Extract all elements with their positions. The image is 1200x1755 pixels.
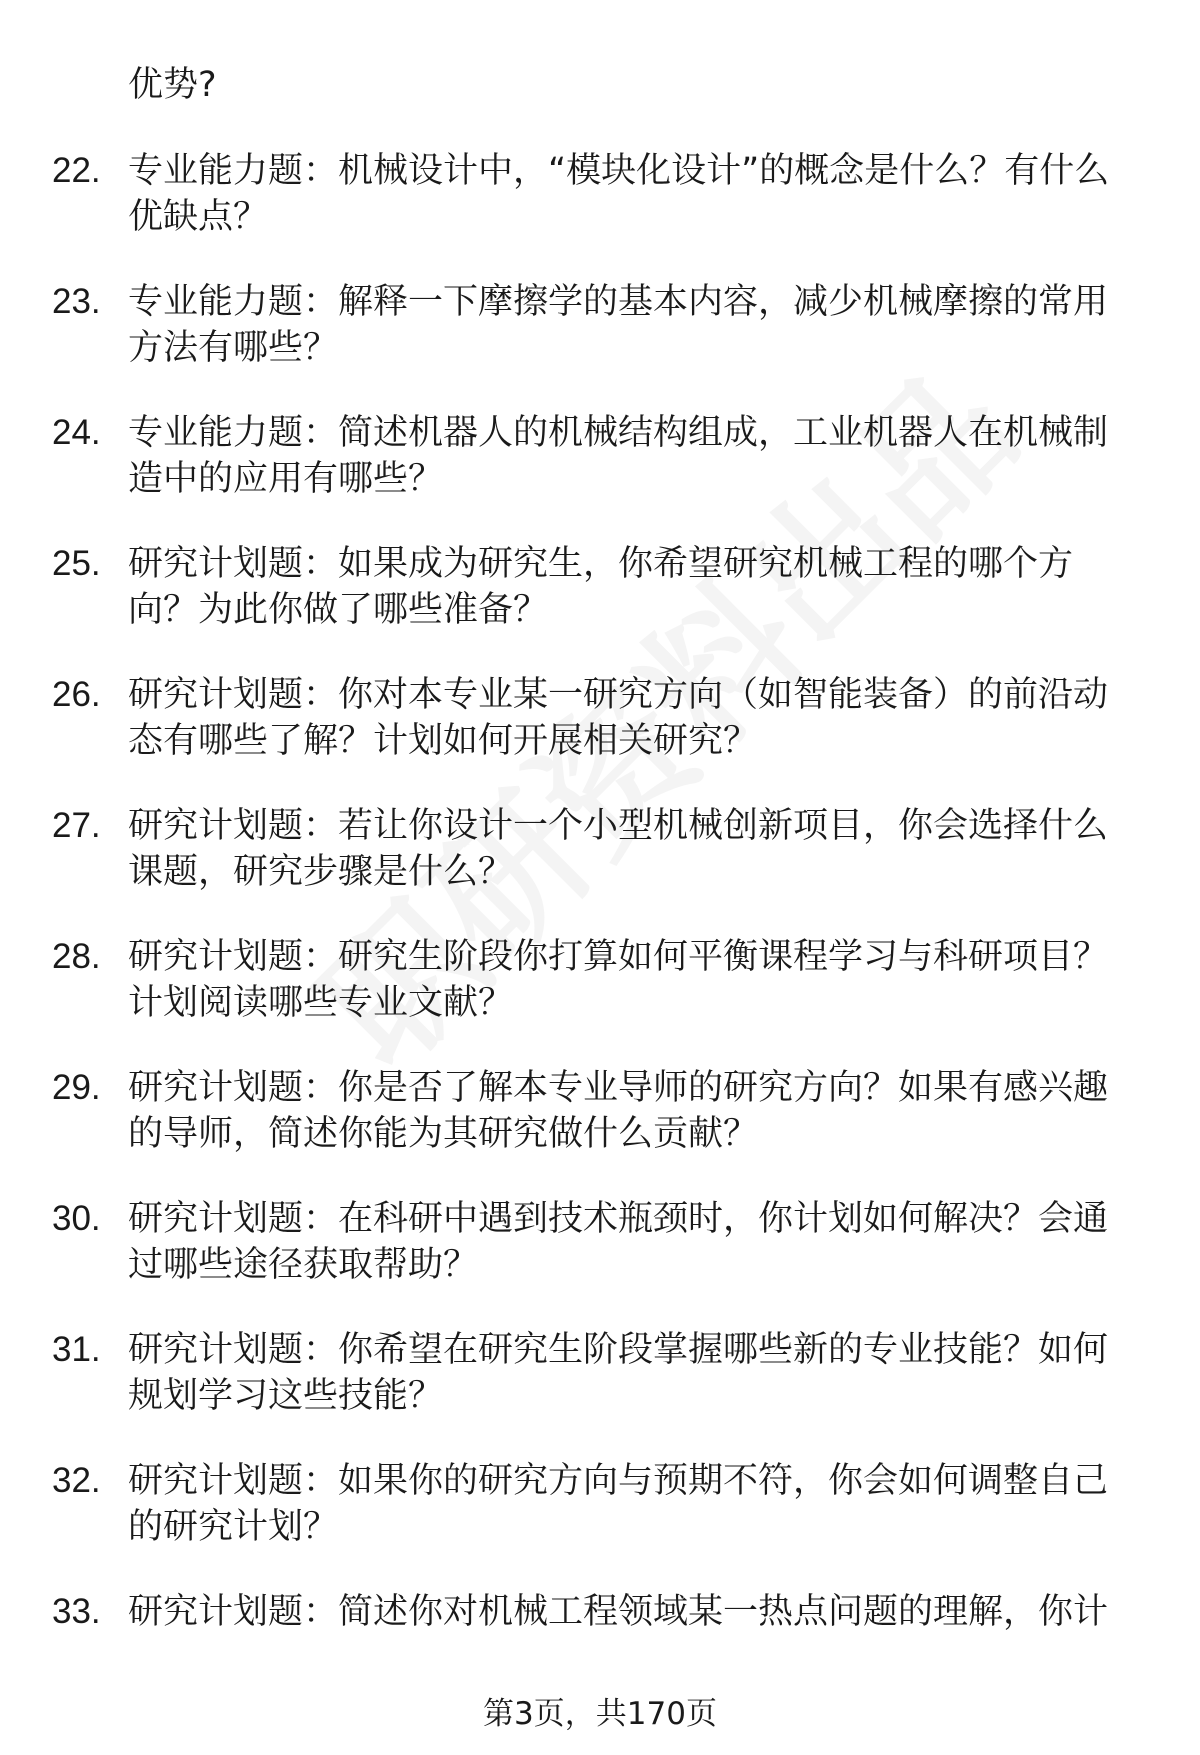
- item-text: 专业能力题：简述机器人的机械结构组成，工业机器人在机械制造中的应用有哪些？: [128, 413, 1109, 499]
- item-number: 25.: [52, 544, 101, 583]
- item-text: 专业能力题：解释一下摩擦学的基本内容，减少机械摩擦的常用方法有哪些？: [128, 282, 1109, 368]
- item-text: 研究计划题：简述你对机械工程领域某一热点问题的理解，你计: [128, 1592, 1109, 1632]
- item-text: 专业能力题：机械设计中，“模块化设计”的概念是什么？有什么优缺点？: [128, 151, 1110, 237]
- item-text: 研究计划题：你希望在研究生阶段掌握哪些新的专业技能？如何规划学习这些技能？: [128, 1330, 1109, 1416]
- item-number: 31.: [52, 1330, 101, 1369]
- item-number: 33.: [52, 1592, 101, 1631]
- item-number: 24.: [52, 413, 101, 452]
- page-footer: 第3页，共170页: [483, 1696, 717, 1732]
- item-number: 26.: [52, 675, 101, 714]
- item-number: 27.: [52, 806, 101, 845]
- item-number: 28.: [52, 937, 101, 976]
- item-number: 23.: [52, 282, 101, 321]
- list-item: [52, 279, 1142, 371]
- list-item: [52, 803, 1142, 895]
- list-item: [52, 1065, 1142, 1157]
- item-text: 研究计划题：你对本专业某一研究方向（如智能装备）的前沿动态有哪些了解？计划如何开展相关研究？: [128, 675, 1109, 761]
- item-number: 29.: [52, 1068, 101, 1107]
- list-item: [52, 148, 1142, 240]
- item-text: 研究计划题：若让你设计一个小型机械创新项目，你会选择什么课题，研究步骤是什么？: [128, 806, 1109, 892]
- continuation-text: 优势?: [128, 65, 217, 105]
- item-text: 研究计划题：你是否了解本专业导师的研究方向？如果有感兴趣的导师，简述你能为其研究做什么贡献？: [128, 1068, 1109, 1154]
- item-number: 30.: [52, 1199, 101, 1238]
- list-item: [52, 1327, 1142, 1419]
- item-text: 研究计划题：研究生阶段你打算如何平衡课程学习与科研项目？计划阅读哪些专业文献？: [128, 937, 1109, 1023]
- question-list: [52, 148, 1142, 1720]
- list-item: [52, 1196, 1142, 1288]
- list-item: [52, 1458, 1142, 1550]
- list-item: [52, 1589, 1142, 1681]
- list-item: [52, 410, 1142, 502]
- item-text: 研究计划题：在科研中遇到技术瓶颈时，你计划如何解决？会通过哪些途径获取帮助？: [128, 1199, 1109, 1285]
- list-item: [52, 541, 1142, 633]
- item-text: 研究计划题：如果成为研究生，你希望研究机械工程的哪个方向？为此你做了哪些准备？: [128, 544, 1074, 630]
- list-item: [52, 672, 1142, 764]
- list-item: [52, 934, 1142, 1026]
- item-text: 研究计划题：如果你的研究方向与预期不符，你会如何调整自己的研究计划？: [128, 1461, 1109, 1547]
- item-number: 32.: [52, 1461, 101, 1500]
- item-number: 22.: [52, 151, 101, 190]
